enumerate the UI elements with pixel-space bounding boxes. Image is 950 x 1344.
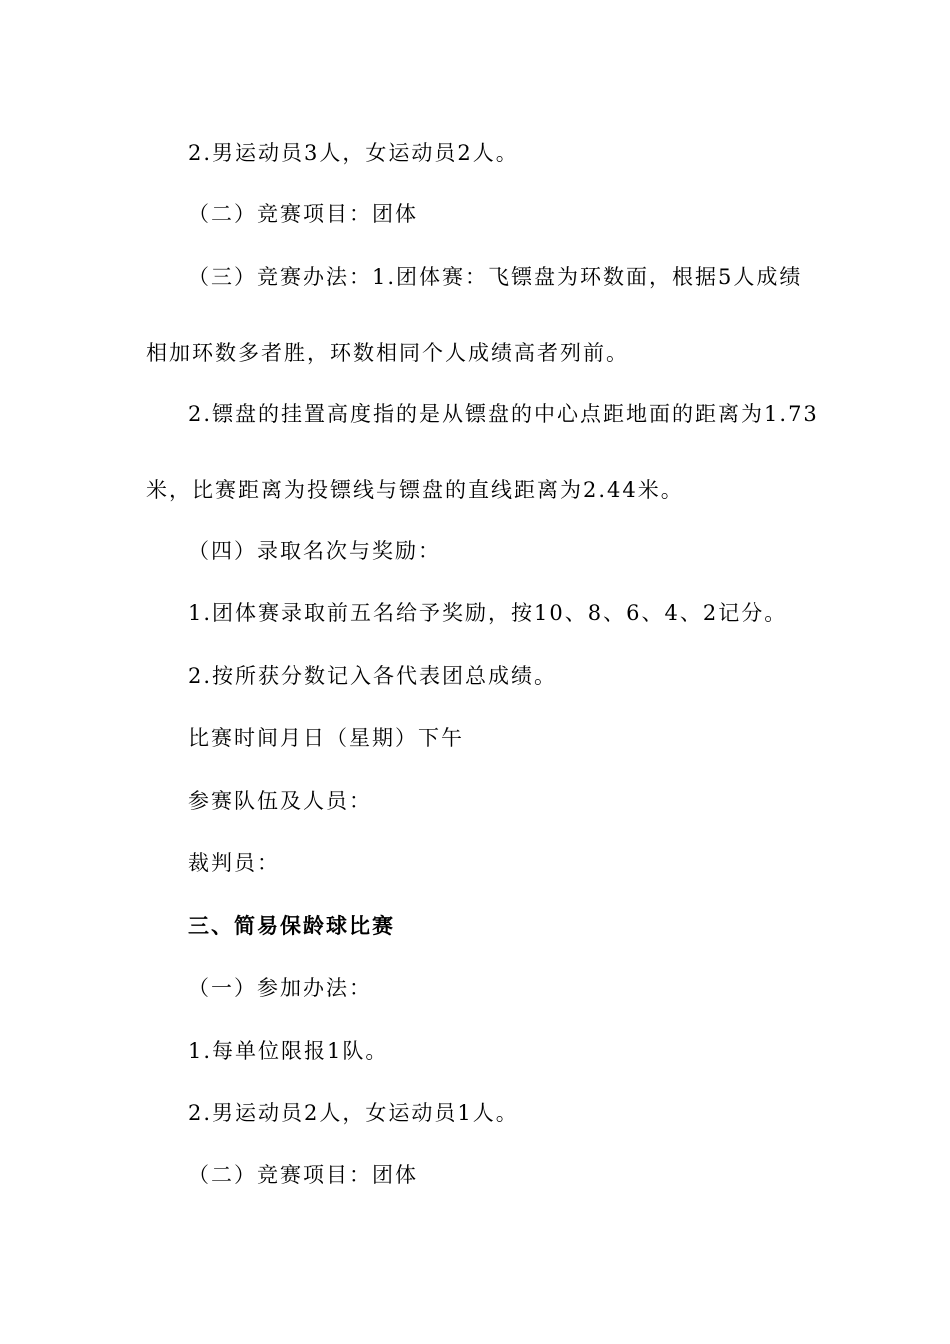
paragraph-line: 相加环数多者胜，环数相同个人成绩高者列前。: [146, 341, 629, 365]
paragraph-line: 1.每单位限报1队。: [188, 1039, 389, 1063]
paragraph-line: 1.团体赛录取前五名给予奖励，按10、8、6、4、2记分。: [188, 601, 788, 625]
paragraph-line: 比赛时间月日（星期）下午: [188, 726, 464, 750]
paragraph-line: 2.按所获分数记入各代表团总成绩。: [188, 664, 558, 688]
paragraph-line: 米，比赛距离为投镖线与镖盘的直线距离为2.44米。: [146, 478, 684, 502]
paragraph-line: 参赛队伍及人员：: [188, 789, 372, 813]
section-line: （二）竞赛项目：团体: [188, 1163, 418, 1187]
paragraph-line: 裁判员：: [188, 851, 280, 875]
paragraph-line: （三）竞赛办法：1.团体赛：飞镖盘为环数面，根据5人成绩: [188, 265, 803, 289]
section-line: （二）竞赛项目：团体: [188, 202, 418, 226]
section-line: （一）参加办法：: [188, 976, 372, 1000]
section-line: （四）录取名次与奖励：: [188, 539, 441, 563]
section-heading: 三、简易保龄球比赛: [188, 913, 395, 938]
paragraph-line: 2.男运动员3人，女运动员2人。: [188, 141, 519, 165]
paragraph-line: 2.镖盘的挂置高度指的是从镖盘的中心点距地面的距离为1.73: [188, 402, 819, 426]
paragraph-line: 2.男运动员2人，女运动员1人。: [188, 1101, 519, 1125]
